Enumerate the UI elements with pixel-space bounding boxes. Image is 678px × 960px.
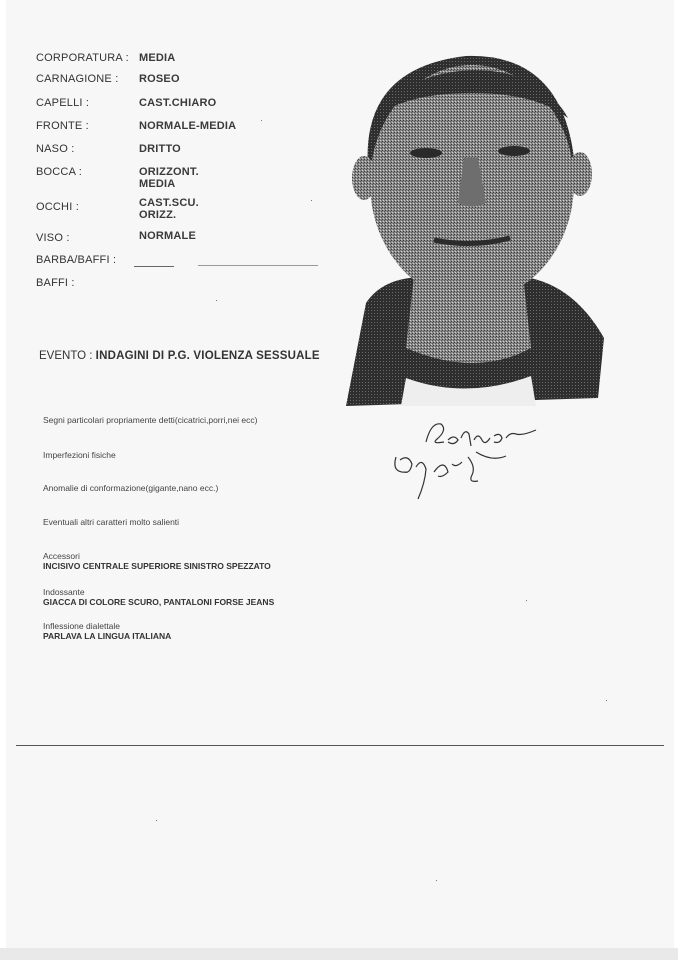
- section-label-imperfezioni: Imperfezioni fisiche: [43, 450, 116, 460]
- scan-bottom-edge: [0, 948, 678, 960]
- scan-speck: [436, 880, 437, 881]
- page-divider: [16, 745, 664, 746]
- event-label: EVENTO :: [39, 350, 93, 362]
- field-label-viso: VISO :: [36, 232, 70, 244]
- face-photo-icon: [346, 48, 608, 408]
- field-value-corporatura: MEDIA: [139, 52, 176, 64]
- field-value-bocca: ORIZZONT. MEDIA: [139, 166, 199, 190]
- field-label-occhi: OCCHI :: [36, 201, 79, 213]
- scan-speck: [311, 200, 312, 201]
- field-value-viso: NORMALE: [139, 230, 197, 242]
- scan-speck: [606, 700, 607, 701]
- scan-speck: [216, 300, 217, 301]
- section-label-anomalie: Anomalie di conformazione(gigante,nano ecc.): [43, 483, 219, 493]
- scan-speck: [261, 120, 262, 121]
- scan-speck: [156, 820, 157, 821]
- section-label-inflessione: Inflessione dialettale: [43, 621, 121, 631]
- field-label-corporatura: CORPORATURA :: [36, 52, 129, 64]
- scan-speck: [526, 600, 527, 601]
- field-label-barba-baffi: BARBA/BAFFI :: [36, 254, 117, 266]
- blank-underline: [134, 266, 174, 267]
- section-value-indossante: GIACCA DI COLORE SCURO, PANTALONI FORSE JEANS: [43, 597, 275, 607]
- field-label-bocca: BOCCA :: [36, 166, 83, 178]
- event-value: INDAGINI DI P.G. VIOLENZA SESSUALE: [95, 350, 320, 362]
- section-value-inflessione: PARLAVA LA LINGUA ITALIANA: [43, 631, 172, 641]
- field-value-naso: DRITTO: [139, 143, 181, 155]
- field-value-occhi: CAST.SCU. ORIZZ.: [139, 197, 199, 221]
- field-label-fronte: FRONTE :: [36, 120, 89, 132]
- handwritten-signature-icon: [386, 412, 566, 512]
- field-label-baffi: BAFFI :: [36, 277, 75, 289]
- field-label-naso: NASO :: [36, 143, 75, 155]
- section-label-altri-caratteri: Eventuali altri caratteri molto salienti: [43, 517, 180, 527]
- section-label-indossante: Indossante: [43, 587, 85, 597]
- blank-underline: [198, 265, 318, 266]
- field-value-fronte: NORMALE-MEDIA: [139, 120, 237, 132]
- section-value-accessori: INCISIVO CENTRALE SUPERIORE SINISTRO SPEZZATO: [43, 561, 271, 571]
- field-label-carnagione: CARNAGIONE :: [36, 73, 119, 85]
- field-label-capelli: CAPELLI :: [36, 97, 90, 109]
- event-line: [39, 350, 320, 362]
- identikit-document: [6, 0, 674, 949]
- section-label-accessori: Accessori: [43, 551, 80, 561]
- section-label-segni: Segni particolari propriamente detti(cicatrici,porri,nei ecc): [43, 415, 258, 425]
- field-value-carnagione: ROSEO: [139, 73, 180, 85]
- field-value-capelli: CAST.CHIARO: [139, 97, 217, 109]
